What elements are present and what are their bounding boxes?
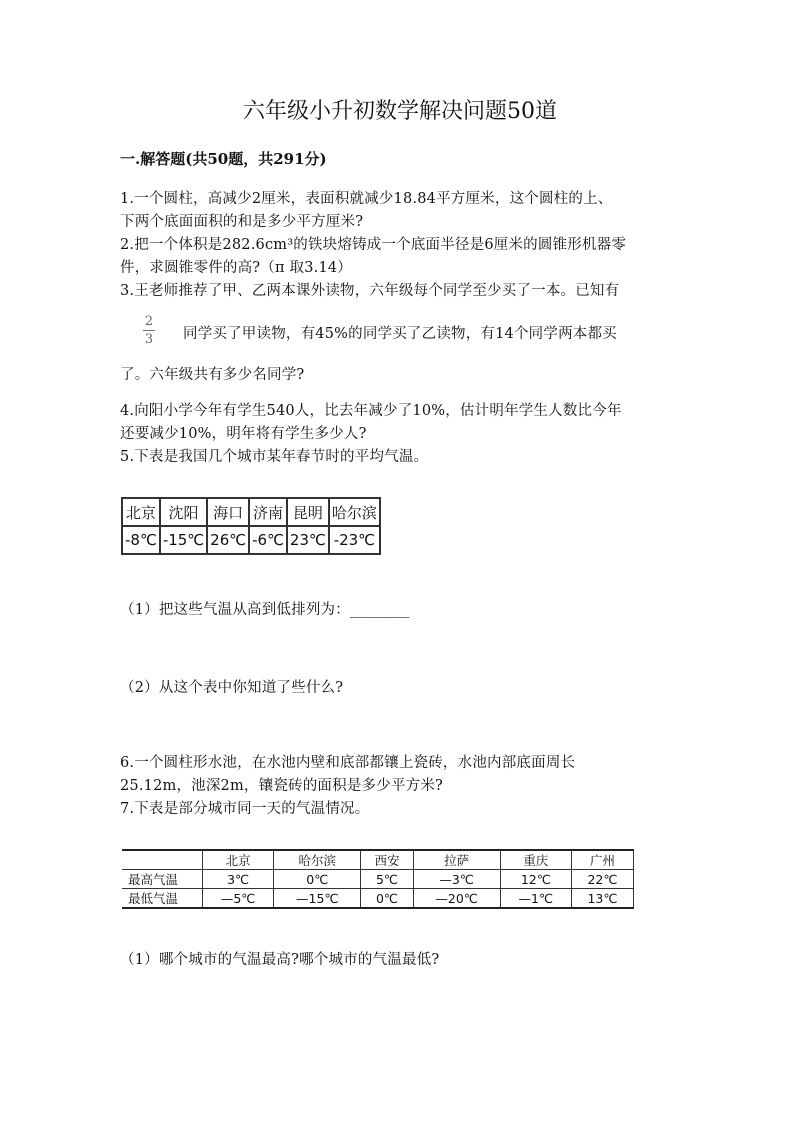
fraction-numerator: 2 <box>144 314 154 329</box>
table-cell: 22℃ <box>571 870 633 889</box>
row-label: 最高气温 <box>122 870 203 889</box>
table-cell: —5℃ <box>203 889 274 909</box>
table-cell: 哈尔滨 <box>329 498 380 526</box>
table-cell: 重庆 <box>500 850 571 870</box>
table-cell: 23℃ <box>287 526 329 554</box>
q5-sub-2: （2）从这个表中你知道了些什么? <box>120 680 344 696</box>
table-cell: 拉萨 <box>413 850 500 870</box>
table-cell: 12℃ <box>500 870 571 889</box>
table-cell: —15℃ <box>274 889 361 909</box>
q5-line-1: 5.下表是我国几个城市某年春节时的平均气温。 <box>120 449 429 465</box>
table-cell: 广州 <box>571 850 633 870</box>
fraction-bar <box>143 330 155 331</box>
table-row <box>122 526 380 554</box>
table-row <box>122 850 634 870</box>
table-cell: 济南 <box>249 498 287 526</box>
table-cell: —20℃ <box>413 889 500 909</box>
table-cell: 北京 <box>122 498 160 526</box>
table-cell: 5℃ <box>361 870 413 889</box>
table-cell: 海口 <box>207 498 249 526</box>
table-row <box>122 889 634 909</box>
table-cell: 0℃ <box>361 889 413 909</box>
table-cell: 哈尔滨 <box>274 850 361 870</box>
table-cell <box>122 850 203 870</box>
table-cell: -15℃ <box>160 526 207 554</box>
q4-line-1: 4.向阳小学今年有学生540人，比去年减少了10%，估计明年学生人数比今年 <box>120 403 622 419</box>
table-row <box>122 870 634 889</box>
row-label: 最低气温 <box>122 889 203 909</box>
q2-line-1: 2.把一个体积是282.6cm³的铁块熔铸成一个底面半径是6厘米的圆锥形机器零 <box>120 237 627 253</box>
q3-line-3: 了。六年级共有多少名同学? <box>120 367 305 383</box>
section-heading: 一.解答题(共50题，共291分) <box>120 150 327 168</box>
q7-sub-1: （1）哪个城市的气温最高?哪个城市的气温最低? <box>120 952 440 968</box>
table-cell: —1℃ <box>500 889 571 909</box>
table-row <box>122 498 380 526</box>
q6-line-2: 25.12m，池深2m，镶瓷砖的面积是多少平方米? <box>120 778 444 794</box>
table-cell: 26℃ <box>207 526 249 554</box>
q7-temperature-table <box>122 849 634 909</box>
table-cell: —3℃ <box>413 870 500 889</box>
table-cell: -23℃ <box>329 526 380 554</box>
table-cell: 3℃ <box>203 870 274 889</box>
q4-line-2: 还要减少10%，明年将有学生多少人? <box>120 426 367 442</box>
table-cell: 0℃ <box>274 870 361 889</box>
q1-line-2: 下两个底面面积的和是多少平方厘米? <box>120 214 364 230</box>
q5-sub-1: （1）把这些气温从高到低排列为：________ <box>120 602 410 618</box>
table-cell: 沈阳 <box>160 498 207 526</box>
fraction-denominator: 3 <box>144 332 154 347</box>
table-cell: 西安 <box>361 850 413 870</box>
q5-temperature-table <box>121 497 381 555</box>
q3-fraction <box>143 314 155 347</box>
q3-line-1: 3.王老师推荐了甲、乙两本课外读物，六年级每个同学至少买了一本。已知有 <box>120 283 620 299</box>
table-cell: 13℃ <box>571 889 633 909</box>
q7-line-1: 7.下表是部分城市同一天的气温情况。 <box>120 801 370 817</box>
table-cell: 昆明 <box>287 498 329 526</box>
table-cell: -8℃ <box>122 526 160 554</box>
q2-line-2: 件，求圆锥零件的高?（π 取3.14） <box>120 260 352 276</box>
table-cell: 北京 <box>203 850 274 870</box>
table-cell: -6℃ <box>249 526 287 554</box>
page-title: 六年级小升初数学解决问题50道 <box>243 99 557 124</box>
q6-line-1: 6.一个圆柱形水池，在水池内壁和底部都镶上瓷砖，水池内部底面周长 <box>120 755 576 771</box>
q3-line-2: 同学买了甲读物，有45%的同学买了乙读物，有14个同学两本都买 <box>183 326 617 342</box>
q1-line-1: 1.一个圆柱，高减少2厘米，表面积就减少18.84平方厘米，这个圆柱的上、 <box>120 191 613 207</box>
